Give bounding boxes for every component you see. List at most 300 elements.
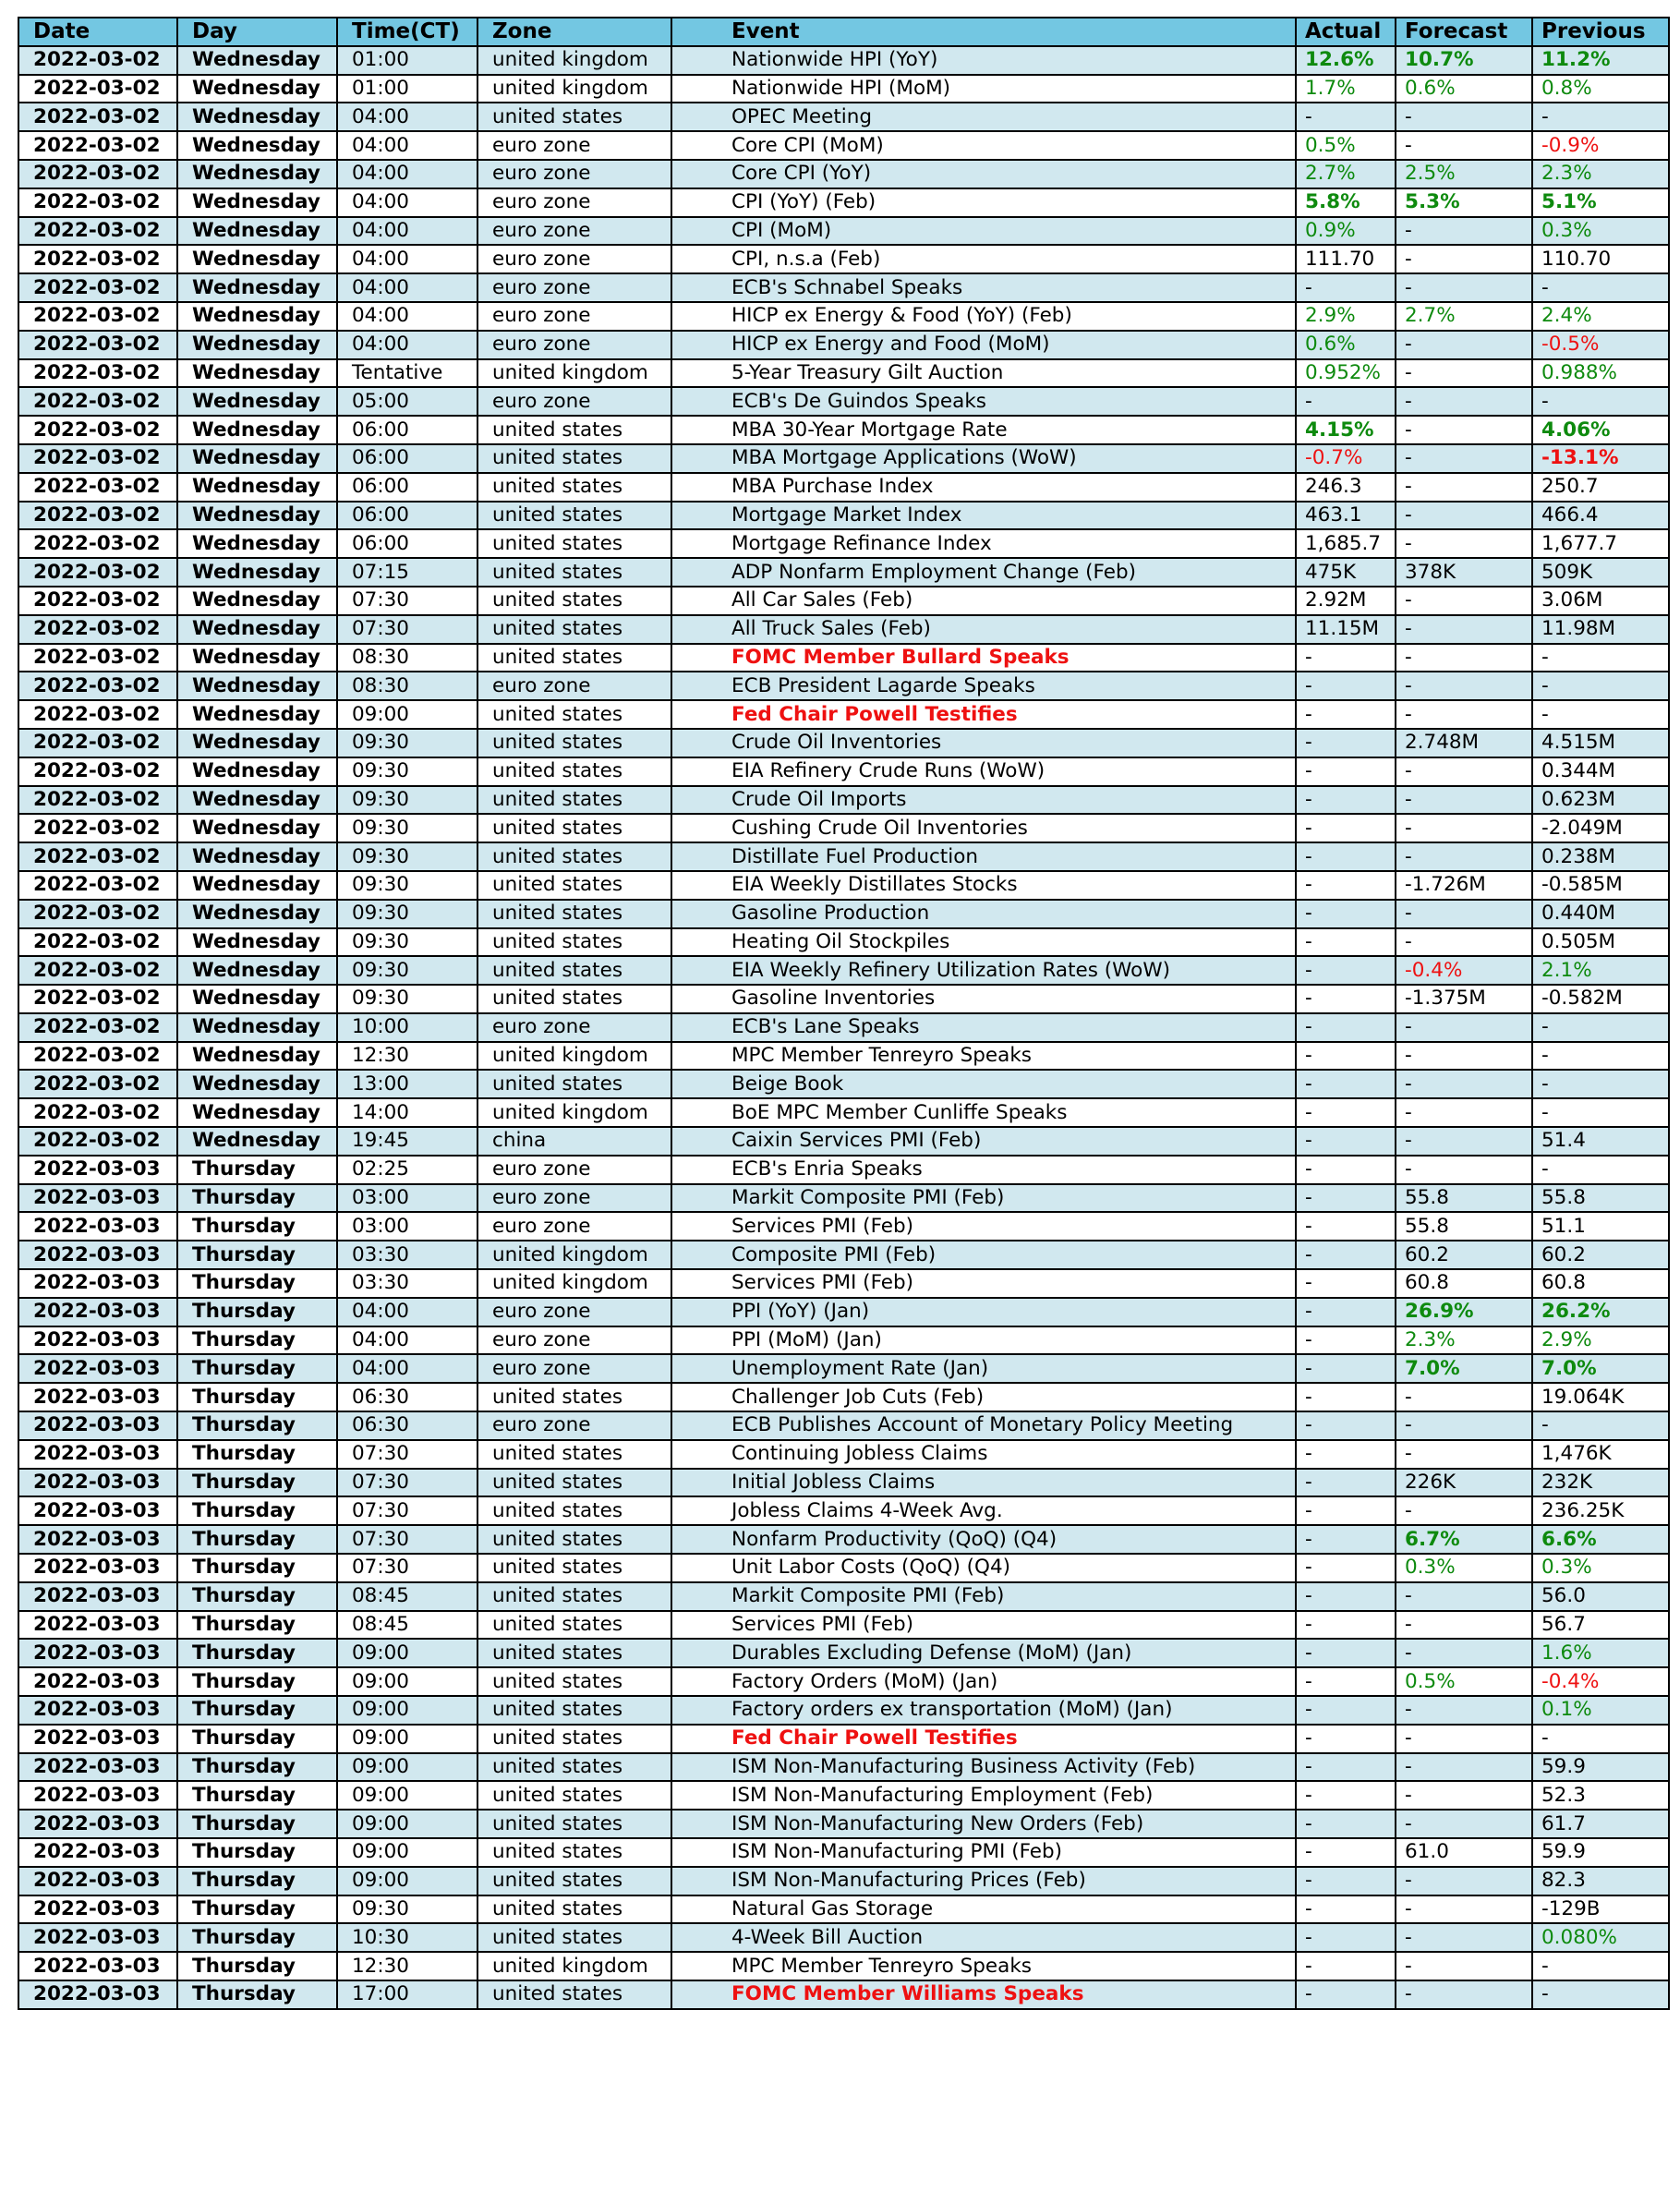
date-cell: 2022-03-03 [18, 1326, 177, 1355]
table-row [18, 729, 1669, 757]
forecast-cell: - [1396, 245, 1532, 273]
table-row [18, 1895, 1669, 1924]
day-cell: Wednesday [177, 786, 337, 815]
day-cell: Wednesday [177, 1013, 337, 1042]
event-cell: Crude Oil Inventories [671, 729, 1296, 757]
forecast-cell: - [1396, 1781, 1532, 1810]
date-cell: 2022-03-03 [18, 1725, 177, 1753]
forecast-cell: - [1396, 700, 1532, 729]
actual-cell: - [1296, 1554, 1396, 1582]
forecast-cell: 55.8 [1396, 1212, 1532, 1241]
table-row [18, 956, 1669, 985]
event-cell: Fed Chair Powell Testifies [671, 1725, 1296, 1753]
previous-cell: -0.4% [1532, 1667, 1669, 1696]
previous-cell: - [1532, 1411, 1669, 1440]
zone-cell: united states [477, 1440, 671, 1469]
table-row [18, 1639, 1669, 1667]
actual-cell: - [1296, 1013, 1396, 1042]
actual-cell: - [1296, 842, 1396, 871]
actual-cell: - [1296, 871, 1396, 900]
time-cell: 09:30 [337, 729, 477, 757]
day-cell: Thursday [177, 1326, 337, 1355]
time-cell: 07:15 [337, 558, 477, 587]
time-cell: 04:00 [337, 302, 477, 331]
table-row [18, 1354, 1669, 1383]
day-cell: Thursday [177, 1895, 337, 1924]
event-cell: MPC Member Tenreyro Speaks [671, 1952, 1296, 1980]
previous-cell: 0.080% [1532, 1923, 1669, 1952]
table-row [18, 1923, 1669, 1952]
economic-calendar-table [18, 17, 1670, 2010]
date-cell: 2022-03-02 [18, 1070, 177, 1098]
date-cell: 2022-03-03 [18, 1838, 177, 1867]
previous-cell: 0.238M [1532, 842, 1669, 871]
previous-cell: 1,677.7 [1532, 529, 1669, 558]
zone-cell: united states [477, 416, 671, 444]
date-cell: 2022-03-03 [18, 1895, 177, 1924]
forecast-cell: - [1396, 786, 1532, 815]
zone-cell: united kingdom [477, 1042, 671, 1071]
previous-cell: - [1532, 1013, 1669, 1042]
previous-cell: 56.0 [1532, 1582, 1669, 1611]
actual-cell: - [1296, 1923, 1396, 1952]
day-cell: Thursday [177, 1582, 337, 1611]
header-date: Date [18, 18, 177, 46]
zone-cell: euro zone [477, 245, 671, 273]
table-row [18, 502, 1669, 530]
day-cell: Wednesday [177, 814, 337, 842]
date-cell: 2022-03-03 [18, 1440, 177, 1469]
date-cell: 2022-03-02 [18, 900, 177, 928]
event-cell: CPI (YoY) (Feb) [671, 188, 1296, 217]
previous-cell: 250.7 [1532, 473, 1669, 502]
event-cell: Unemployment Rate (Jan) [671, 1354, 1296, 1383]
zone-cell: euro zone [477, 188, 671, 217]
date-cell: 2022-03-02 [18, 103, 177, 131]
zone-cell: euro zone [477, 1156, 671, 1184]
previous-cell: 52.3 [1532, 1781, 1669, 1810]
zone-cell: united states [477, 814, 671, 842]
table-row [18, 1156, 1669, 1184]
time-cell: 04:00 [337, 160, 477, 188]
zone-cell: united states [477, 103, 671, 131]
table-row [18, 444, 1669, 473]
forecast-cell: - [1396, 1895, 1532, 1924]
date-cell: 2022-03-02 [18, 985, 177, 1013]
previous-cell: -13.1% [1532, 444, 1669, 473]
zone-cell: united kingdom [477, 75, 671, 103]
header-forecast: Forecast [1396, 18, 1532, 46]
previous-cell: 509K [1532, 558, 1669, 587]
previous-cell: 51.1 [1532, 1212, 1669, 1241]
event-cell: All Car Sales (Feb) [671, 587, 1296, 615]
zone-cell: united kingdom [477, 1098, 671, 1127]
day-cell: Wednesday [177, 1098, 337, 1127]
actual-cell: - [1296, 928, 1396, 957]
event-cell: FOMC Member Bullard Speaks [671, 644, 1296, 672]
date-cell: 2022-03-02 [18, 1013, 177, 1042]
forecast-cell: 26.9% [1396, 1298, 1532, 1326]
previous-cell: 82.3 [1532, 1867, 1669, 1895]
day-cell: Thursday [177, 1269, 337, 1298]
event-cell: Unit Labor Costs (QoQ) (Q4) [671, 1554, 1296, 1582]
table-body [18, 46, 1669, 2009]
day-cell: Wednesday [177, 644, 337, 672]
time-cell: 06:00 [337, 473, 477, 502]
table-row [18, 1298, 1669, 1326]
table-row [18, 644, 1669, 672]
table-row [18, 1952, 1669, 1980]
day-cell: Thursday [177, 1867, 337, 1895]
actual-cell: 246.3 [1296, 473, 1396, 502]
actual-cell: 12.6% [1296, 46, 1396, 75]
day-cell: Thursday [177, 1383, 337, 1411]
previous-cell: -129B [1532, 1895, 1669, 1924]
forecast-cell: - [1396, 814, 1532, 842]
previous-cell: 0.440M [1532, 900, 1669, 928]
table-row [18, 245, 1669, 273]
date-cell: 2022-03-02 [18, 46, 177, 75]
day-cell: Thursday [177, 1298, 337, 1326]
actual-cell: - [1296, 1838, 1396, 1867]
actual-cell: 2.9% [1296, 302, 1396, 331]
actual-cell: - [1296, 786, 1396, 815]
event-cell: PPI (YoY) (Jan) [671, 1298, 1296, 1326]
event-cell: Natural Gas Storage [671, 1895, 1296, 1924]
forecast-cell: 6.7% [1396, 1525, 1532, 1554]
day-cell: Wednesday [177, 217, 337, 246]
event-cell: Distillate Fuel Production [671, 842, 1296, 871]
day-cell: Wednesday [177, 1070, 337, 1098]
event-cell: MBA Purchase Index [671, 473, 1296, 502]
previous-cell: 7.0% [1532, 1354, 1669, 1383]
forecast-cell: 10.7% [1396, 46, 1532, 75]
actual-cell: - [1296, 1496, 1396, 1525]
previous-cell: 1.6% [1532, 1639, 1669, 1667]
day-cell: Wednesday [177, 131, 337, 160]
day-cell: Wednesday [177, 700, 337, 729]
day-cell: Thursday [177, 1184, 337, 1213]
previous-cell: 0.3% [1532, 217, 1669, 246]
zone-cell: euro zone [477, 302, 671, 331]
table-row [18, 217, 1669, 246]
date-cell: 2022-03-02 [18, 928, 177, 957]
zone-cell: united states [477, 1867, 671, 1895]
date-cell: 2022-03-02 [18, 786, 177, 815]
actual-cell: -0.7% [1296, 444, 1396, 473]
zone-cell: united states [477, 1725, 671, 1753]
zone-cell: united states [477, 928, 671, 957]
actual-cell: - [1296, 1127, 1396, 1156]
zone-cell: united states [477, 1838, 671, 1867]
date-cell: 2022-03-03 [18, 1667, 177, 1696]
day-cell: Thursday [177, 1156, 337, 1184]
event-cell: PPI (MoM) (Jan) [671, 1326, 1296, 1355]
previous-cell: - [1532, 273, 1669, 302]
time-cell: 09:30 [337, 757, 477, 786]
day-cell: Thursday [177, 1838, 337, 1867]
actual-cell: 4.15% [1296, 416, 1396, 444]
date-cell: 2022-03-03 [18, 1952, 177, 1980]
previous-cell: 0.344M [1532, 757, 1669, 786]
date-cell: 2022-03-02 [18, 444, 177, 473]
previous-cell: - [1532, 1098, 1669, 1127]
date-cell: 2022-03-03 [18, 1639, 177, 1667]
event-cell: Services PMI (Feb) [671, 1212, 1296, 1241]
forecast-cell: -0.4% [1396, 956, 1532, 985]
previous-cell: 2.4% [1532, 302, 1669, 331]
actual-cell: - [1296, 1042, 1396, 1071]
zone-cell: united states [477, 587, 671, 615]
previous-cell: 2.9% [1532, 1326, 1669, 1355]
forecast-cell: - [1396, 672, 1532, 700]
actual-cell: - [1296, 1895, 1396, 1924]
zone-cell: united states [477, 1383, 671, 1411]
day-cell: Wednesday [177, 615, 337, 644]
time-cell: 07:30 [337, 1440, 477, 1469]
day-cell: Thursday [177, 1525, 337, 1554]
forecast-cell: - [1396, 1923, 1532, 1952]
actual-cell: 475K [1296, 558, 1396, 587]
forecast-cell: - [1396, 1810, 1532, 1838]
event-cell: Crude Oil Imports [671, 786, 1296, 815]
event-cell: MPC Member Tenreyro Speaks [671, 1042, 1296, 1071]
zone-cell: united kingdom [477, 1952, 671, 1980]
event-cell: HICP ex Energy and Food (MoM) [671, 331, 1296, 359]
event-cell: ECB's Schnabel Speaks [671, 273, 1296, 302]
table-row [18, 842, 1669, 871]
time-cell: 09:00 [337, 1753, 477, 1782]
previous-cell: 5.1% [1532, 188, 1669, 217]
table-row [18, 416, 1669, 444]
event-cell: HICP ex Energy & Food (YoY) (Feb) [671, 302, 1296, 331]
event-cell: FOMC Member Williams Speaks [671, 1980, 1296, 2009]
table-row [18, 529, 1669, 558]
date-cell: 2022-03-03 [18, 1156, 177, 1184]
date-cell: 2022-03-02 [18, 672, 177, 700]
previous-cell: -0.5% [1532, 331, 1669, 359]
day-cell: Thursday [177, 1554, 337, 1582]
event-cell: Initial Jobless Claims [671, 1469, 1296, 1497]
time-cell: 09:30 [337, 985, 477, 1013]
table-row [18, 188, 1669, 217]
zone-cell: united states [477, 1496, 671, 1525]
table-row [18, 1725, 1669, 1753]
previous-cell: - [1532, 1156, 1669, 1184]
previous-cell: 59.9 [1532, 1753, 1669, 1782]
previous-cell: - [1532, 1042, 1669, 1071]
forecast-cell: - [1396, 502, 1532, 530]
day-cell: Thursday [177, 1810, 337, 1838]
zone-cell: united states [477, 1070, 671, 1098]
time-cell: 02:25 [337, 1156, 477, 1184]
forecast-cell: - [1396, 1753, 1532, 1782]
table-row [18, 985, 1669, 1013]
previous-cell: 236.25K [1532, 1496, 1669, 1525]
table-row [18, 900, 1669, 928]
previous-cell: 466.4 [1532, 502, 1669, 530]
day-cell: Thursday [177, 1781, 337, 1810]
day-cell: Thursday [177, 1753, 337, 1782]
table-row [18, 615, 1669, 644]
event-cell: Mortgage Market Index [671, 502, 1296, 530]
date-cell: 2022-03-02 [18, 217, 177, 246]
previous-cell: 51.4 [1532, 1127, 1669, 1156]
date-cell: 2022-03-02 [18, 842, 177, 871]
actual-cell: - [1296, 1269, 1396, 1298]
time-cell: 03:30 [337, 1241, 477, 1269]
day-cell: Thursday [177, 1354, 337, 1383]
zone-cell: united kingdom [477, 1241, 671, 1269]
zone-cell: united states [477, 842, 671, 871]
day-cell: Wednesday [177, 928, 337, 957]
forecast-cell: - [1396, 1013, 1532, 1042]
actual-cell: - [1296, 1469, 1396, 1497]
event-cell: CPI, n.s.a (Feb) [671, 245, 1296, 273]
forecast-cell: - [1396, 1156, 1532, 1184]
day-cell: Thursday [177, 1440, 337, 1469]
actual-cell: 0.5% [1296, 131, 1396, 160]
forecast-cell: - [1396, 615, 1532, 644]
event-cell: Core CPI (YoY) [671, 160, 1296, 188]
table-row [18, 1611, 1669, 1640]
event-cell: Gasoline Production [671, 900, 1296, 928]
table-row [18, 1241, 1669, 1269]
event-cell: ECB's De Guindos Speaks [671, 387, 1296, 416]
time-cell: 14:00 [337, 1098, 477, 1127]
forecast-cell: - [1396, 1980, 1532, 2009]
zone-cell: united states [477, 644, 671, 672]
forecast-cell: 2.7% [1396, 302, 1532, 331]
actual-cell: - [1296, 814, 1396, 842]
header-time: Time(CT) [337, 18, 477, 46]
previous-cell: 0.8% [1532, 75, 1669, 103]
day-cell: Thursday [177, 1696, 337, 1725]
forecast-cell: - [1396, 1440, 1532, 1469]
actual-cell: - [1296, 1980, 1396, 2009]
forecast-cell: - [1396, 529, 1532, 558]
event-cell: Challenger Job Cuts (Feb) [671, 1383, 1296, 1411]
actual-cell: - [1296, 1184, 1396, 1213]
event-cell: Nationwide HPI (YoY) [671, 46, 1296, 75]
table-row [18, 1042, 1669, 1071]
previous-cell: 26.2% [1532, 1298, 1669, 1326]
day-cell: Thursday [177, 1469, 337, 1497]
actual-cell: - [1296, 1725, 1396, 1753]
forecast-cell: 0.6% [1396, 75, 1532, 103]
previous-cell: - [1532, 103, 1669, 131]
table-row [18, 587, 1669, 615]
date-cell: 2022-03-02 [18, 75, 177, 103]
previous-cell: 61.7 [1532, 1810, 1669, 1838]
header-day: Day [177, 18, 337, 46]
time-cell: 04:00 [337, 188, 477, 217]
actual-cell: - [1296, 1241, 1396, 1269]
actual-cell: - [1296, 1667, 1396, 1696]
actual-cell: - [1296, 900, 1396, 928]
previous-cell: 110.70 [1532, 245, 1669, 273]
table-row [18, 1781, 1669, 1810]
event-cell: ISM Non-Manufacturing Employment (Feb) [671, 1781, 1296, 1810]
zone-cell: united states [477, 1611, 671, 1640]
date-cell: 2022-03-03 [18, 1554, 177, 1582]
event-cell: Factory Orders (MoM) (Jan) [671, 1667, 1296, 1696]
table-row [18, 672, 1669, 700]
date-cell: 2022-03-02 [18, 644, 177, 672]
table-row [18, 1411, 1669, 1440]
actual-cell: - [1296, 1525, 1396, 1554]
date-cell: 2022-03-02 [18, 956, 177, 985]
event-cell: EIA Weekly Distillates Stocks [671, 871, 1296, 900]
previous-cell: 2.3% [1532, 160, 1669, 188]
zone-cell: united states [477, 1639, 671, 1667]
time-cell: 03:00 [337, 1212, 477, 1241]
time-cell: 09:30 [337, 928, 477, 957]
event-cell: Beige Book [671, 1070, 1296, 1098]
actual-cell: - [1296, 1411, 1396, 1440]
event-cell: CPI (MoM) [671, 217, 1296, 246]
previous-cell: 3.06M [1532, 587, 1669, 615]
table-row [18, 1127, 1669, 1156]
previous-cell: 60.2 [1532, 1241, 1669, 1269]
table-row [18, 1810, 1669, 1838]
zone-cell: euro zone [477, 131, 671, 160]
zone-cell: united states [477, 956, 671, 985]
event-cell: ISM Non-Manufacturing PMI (Feb) [671, 1838, 1296, 1867]
table-row [18, 786, 1669, 815]
forecast-cell: 0.3% [1396, 1554, 1532, 1582]
date-cell: 2022-03-02 [18, 1042, 177, 1071]
zone-cell: united states [477, 1923, 671, 1952]
time-cell: 09:30 [337, 1895, 477, 1924]
table-row [18, 1867, 1669, 1895]
zone-cell: united states [477, 473, 671, 502]
zone-cell: united states [477, 900, 671, 928]
table-row [18, 302, 1669, 331]
zone-cell: united states [477, 700, 671, 729]
date-cell: 2022-03-02 [18, 700, 177, 729]
previous-cell: 59.9 [1532, 1838, 1669, 1867]
actual-cell: - [1296, 1098, 1396, 1127]
event-cell: ISM Non-Manufacturing Business Activity (Feb) [671, 1753, 1296, 1782]
zone-cell: china [477, 1127, 671, 1156]
event-cell: EIA Weekly Refinery Utilization Rates (WoW) [671, 956, 1296, 985]
table-row [18, 1667, 1669, 1696]
table-row [18, 1269, 1669, 1298]
time-cell: 04:00 [337, 1326, 477, 1355]
zone-cell: united states [477, 1753, 671, 1782]
time-cell: 07:30 [337, 1554, 477, 1582]
table-row [18, 1980, 1669, 2009]
day-cell: Wednesday [177, 444, 337, 473]
time-cell: 04:00 [337, 131, 477, 160]
event-cell: ISM Non-Manufacturing New Orders (Feb) [671, 1810, 1296, 1838]
date-cell: 2022-03-03 [18, 1496, 177, 1525]
date-cell: 2022-03-03 [18, 1810, 177, 1838]
day-cell: Wednesday [177, 46, 337, 75]
actual-cell: - [1296, 1867, 1396, 1895]
time-cell: 10:30 [337, 1923, 477, 1952]
table-row [18, 1212, 1669, 1241]
event-cell: Jobless Claims 4-Week Avg. [671, 1496, 1296, 1525]
actual-cell: - [1296, 644, 1396, 672]
zone-cell: euro zone [477, 1354, 671, 1383]
time-cell: 07:30 [337, 1469, 477, 1497]
time-cell: 04:00 [337, 245, 477, 273]
day-cell: Wednesday [177, 387, 337, 416]
forecast-cell: - [1396, 131, 1532, 160]
forecast-cell: - [1396, 331, 1532, 359]
